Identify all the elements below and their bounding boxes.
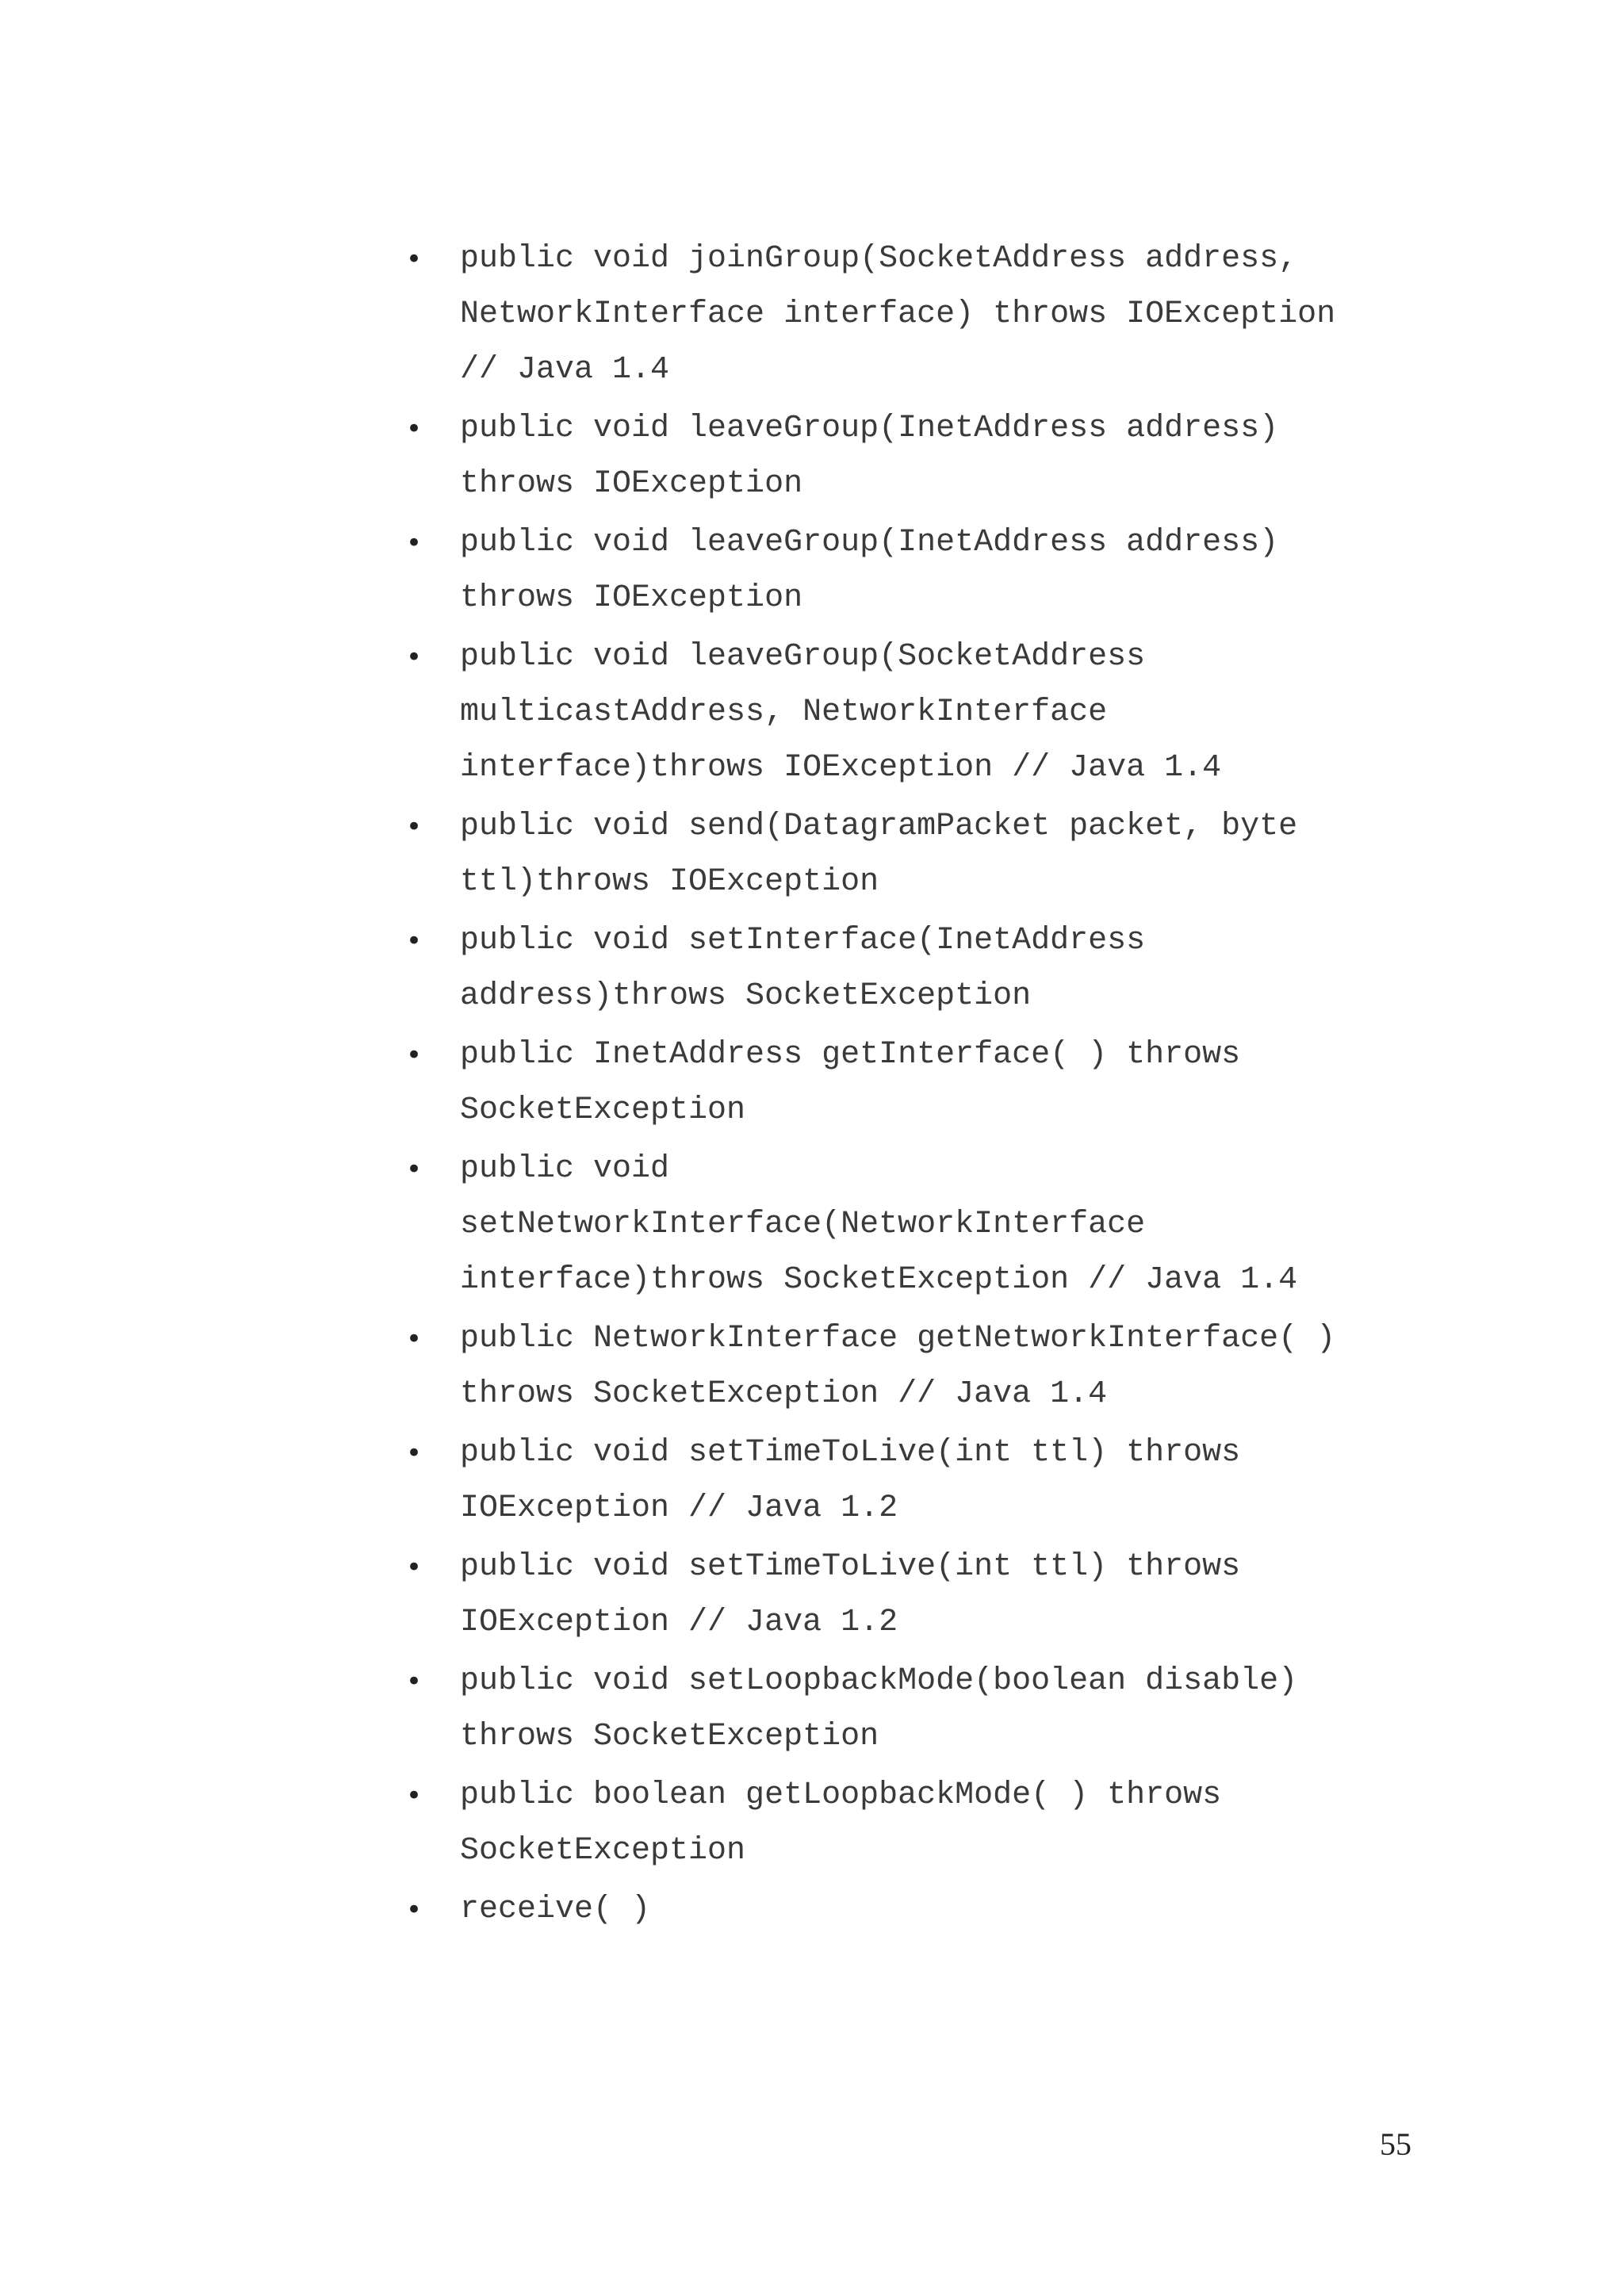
method-signature-line: throws SocketException [460,1719,879,1755]
method-signature-line: receive( ) [460,1892,651,1927]
method-signature-line: public boolean getLoopbackMode( ) throws [460,1777,1222,1813]
bullet-icon: • [406,1437,423,1469]
bullet-icon: • [406,1552,423,1583]
method-signature-line: // Java 1.4 [460,352,670,388]
method-signature-line: public void setTimeToLive(int ttl) throws [460,1549,1241,1585]
bullet-icon: • [406,1039,423,1071]
method-signature-line: IOException // Java 1.2 [460,1605,898,1640]
method-signature-line: SocketException [460,1833,746,1869]
bullet-icon: • [406,413,423,445]
method-signature-line: NetworkInterface interface) throws IOException [460,297,1336,332]
method-signature-line: throws SocketException // Java 1.4 [460,1376,1108,1412]
method-signature-line: ttl)throws IOException [460,864,879,900]
list-item [406,1311,1405,1422]
list-item [406,913,1405,1024]
bullet-icon: • [406,1154,423,1185]
method-signature-line: public void leaveGroup(InetAddress address) [460,411,1279,446]
bullet-icon: • [406,811,423,843]
bullet-icon: • [406,1666,423,1697]
method-signature-line: public void send(DatagramPacket packet, byte [460,809,1298,844]
bullet-icon: • [406,641,423,673]
page-number: 55 [1380,2126,1411,2162]
bullet-icon: • [406,1894,423,1926]
list-item [406,1654,1405,1765]
bullet-icon: • [406,1780,423,1812]
method-signature-line: public NetworkInterface getNetworkInterface( ) [460,1321,1336,1357]
method-signature-line: throws IOException [460,580,803,616]
list-item [406,1882,1405,1938]
list-item [406,1027,1405,1138]
list-item [406,629,1405,796]
method-signature-line: public void setTimeToLive(int ttl) throws [460,1435,1241,1471]
list-item [406,799,1405,910]
bullet-icon: • [406,527,423,559]
method-signature-line: IOException // Java 1.2 [460,1490,898,1526]
method-signature-line: public InetAddress getInterface( ) throws [460,1037,1241,1073]
method-signature-line: public void setInterface(InetAddress [460,923,1146,959]
bullet-icon: • [406,243,423,275]
method-list [406,232,1405,1941]
method-signature-line: setNetworkInterface(NetworkInterface [460,1207,1146,1242]
method-signature-line: public void setLoopbackMode(boolean disable) [460,1663,1298,1699]
method-signature-line: public void leaveGroup(InetAddress address) [460,525,1279,561]
method-signature-line: public void leaveGroup(SocketAddress [460,639,1146,675]
method-signature-line: throws IOException [460,466,803,502]
list-item [406,232,1405,398]
method-signature-line: address)throws SocketException [460,978,1032,1014]
list-item [406,1142,1405,1308]
method-signature-line: public void [460,1151,670,1187]
list-item [406,1768,1405,1879]
method-signature-line: multicastAddress, NetworkInterface [460,695,1108,730]
method-signature-line: public void joinGroup(SocketAddress address, [460,241,1298,277]
list-item [406,1540,1405,1651]
list-item [406,1425,1405,1536]
method-signature-line: interface)throws IOException // Java 1.4 [460,750,1222,786]
method-signature-line: SocketException [460,1093,746,1128]
bullet-icon: • [406,925,423,957]
list-item [406,401,1405,512]
bullet-icon: • [406,1323,423,1355]
method-signature-line: interface)throws SocketException // Java 1.4 [460,1262,1298,1298]
list-item [406,515,1405,626]
